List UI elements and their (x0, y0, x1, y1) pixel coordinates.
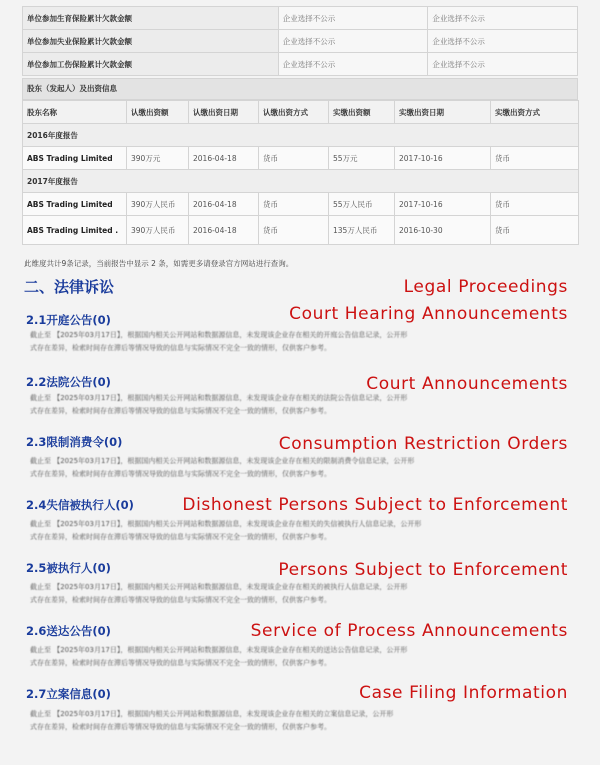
table-cell: 2016-04-18 (189, 147, 259, 170)
table-cell: 货币 (259, 193, 329, 216)
table-cell: 390万人民币 (127, 193, 189, 216)
paragraph-line: 式存在差异，检索时间存在滞后等情况导致的信息与实际情况不完全一致的情形，仅供客户参考。 (30, 533, 331, 541)
row-value: 企业选择不公示 (428, 53, 578, 76)
paragraph-line: 截止至 【2025年03月17日】，根据国内相关公开网站和数据源信息，未发现该企业存在相关的送达公告信息记录，公开形 (30, 646, 408, 654)
item-label-persons-enforcement: 2.5被执行人(0) (26, 561, 111, 575)
table-header-row (23, 101, 579, 124)
table-cell: 货币 (491, 147, 579, 170)
year-report-label: 2016年度报告 (23, 124, 579, 147)
item-paragraph (30, 455, 570, 481)
paragraph-line: 式存在差异，检索时间存在滞后等情况导致的信息与实际情况不完全一致的情形，仅供客户参考。 (30, 596, 331, 604)
item-english-caption: Dishonest Persons Subject to Enforcement (182, 495, 568, 515)
table-cell: 390万人民币 (127, 216, 189, 245)
item-label-case-filing: 2.7立案信息(0) (26, 687, 111, 701)
shareholder-name: ABS Trading Limited (23, 147, 127, 170)
table-cell: 2016-04-18 (189, 216, 259, 245)
row-value: 企业选择不公示 (428, 30, 578, 53)
paragraph-line: 截止至 【2025年03月17日】，根据国内相关公开网站和数据源信息，未发现该企业存在相关的立案信息记录，公开形 (30, 710, 394, 718)
table-cell: 55万人民币 (329, 193, 395, 216)
section-english-caption: Legal Proceedings (403, 277, 568, 297)
item-english-caption: Court Hearing Announcements (289, 304, 568, 324)
column-header: 股东名称 (23, 101, 127, 124)
paragraph-line: 式存在差异，检索时间存在滞后等情况导致的信息与实际情况不完全一致的情形，仅供客户参考。 (30, 723, 331, 731)
item-paragraph (30, 518, 570, 544)
table-cell: 135万人民币 (329, 216, 395, 245)
column-header: 认缴出资额 (127, 101, 189, 124)
row-value: 企业选择不公示 (278, 53, 428, 76)
column-header: 认缴出资方式 (259, 101, 329, 124)
table-cell: 2016-10-30 (395, 216, 491, 245)
column-header: 实缴出资日期 (395, 101, 491, 124)
year-report-label: 2017年度报告 (23, 170, 579, 193)
table-cell: 货币 (491, 193, 579, 216)
column-header: 认缴出资日期 (189, 101, 259, 124)
row-label: 单位参加失业保险累计欠款金额 (23, 30, 279, 53)
item-english-caption: Service of Process Announcements (250, 621, 568, 641)
table-row (23, 53, 578, 76)
item-english-caption: Case Filing Information (359, 683, 568, 703)
row-value: 企业选择不公示 (428, 7, 578, 30)
table-row (23, 147, 579, 170)
paragraph-line: 截止至 【2025年03月17日】，根据国内相关公开网站和数据源信息，未发现该企业存在相关的开庭公告信息记录，公开形 (30, 331, 408, 339)
group-row (23, 170, 579, 193)
item-label-court-hearing: 2.1开庭公告(0) (26, 313, 111, 327)
group-row (23, 124, 579, 147)
table-cell: 2017-10-16 (395, 193, 491, 216)
table-row (23, 30, 578, 53)
table-cell: 390万元 (127, 147, 189, 170)
paragraph-line: 式存在差异，检索时间存在滞后等情况导致的信息与实际情况不完全一致的情形，仅供客户参考。 (30, 659, 331, 667)
record-count-note: 此维度共计9条记录，当前报告中显示 2 条，如需更多请登录官方网站进行查询。 (24, 259, 294, 268)
item-label-dishonest-persons: 2.4失信被执行人(0) (26, 498, 134, 512)
item-label-consumption-restriction: 2.3限制消费令(0) (26, 435, 123, 449)
shareholder-name: ABS Trading Limited . (23, 216, 127, 245)
row-value: 企业选择不公示 (278, 7, 428, 30)
table-row (23, 216, 579, 245)
shareholder-section-title: 股东（发起人）及出资信息 (22, 78, 578, 100)
paragraph-line: 截止至 【2025年03月17日】，根据国内相关公开网站和数据源信息，未发现该企业存在相关的被执行人信息记录，公开形 (30, 583, 408, 591)
social-insurance-table (22, 6, 578, 76)
shareholder-table (22, 100, 579, 245)
item-english-caption: Persons Subject to Enforcement (278, 560, 568, 580)
item-label-service-of-process: 2.6送达公告(0) (26, 624, 111, 638)
row-label: 单位参加工伤保险累计欠款金额 (23, 53, 279, 76)
table-row (23, 193, 579, 216)
paragraph-line: 截止至 【2025年03月17日】，根据国内相关公开网站和数据源信息，未发现该企业存在相关的失信被执行人信息记录，公开形 (30, 520, 422, 528)
item-paragraph (30, 392, 570, 418)
item-paragraph (30, 581, 570, 607)
column-header: 实缴出资方式 (491, 101, 579, 124)
paragraph-line: 式存在差异，检索时间存在滞后等情况导致的信息与实际情况不完全一致的情形，仅供客户参考。 (30, 344, 331, 352)
paragraph-line: 截止至 【2025年03月17日】，根据国内相关公开网站和数据源信息，未发现该企业存在相关的法院公告信息记录，公开形 (30, 394, 408, 402)
table-row (23, 7, 578, 30)
item-paragraph (30, 708, 570, 734)
column-header: 实缴出资额 (329, 101, 395, 124)
paragraph-line: 式存在差异，检索时间存在滞后等情况导致的信息与实际情况不完全一致的情形，仅供客户参考。 (30, 470, 331, 478)
row-label: 单位参加生育保险累计欠款金额 (23, 7, 279, 30)
table-cell: 货币 (259, 147, 329, 170)
table-cell: 2017-10-16 (395, 147, 491, 170)
shareholder-name: ABS Trading Limited (23, 193, 127, 216)
item-english-caption: Consumption Restriction Orders (278, 434, 568, 454)
item-label-court-announcement: 2.2法院公告(0) (26, 375, 111, 389)
row-value: 企业选择不公示 (278, 30, 428, 53)
item-english-caption: Court Announcements (366, 374, 568, 394)
table-cell: 货币 (259, 216, 329, 245)
item-paragraph (30, 329, 570, 355)
section-title: 二、法律诉讼 (24, 278, 115, 296)
table-cell: 55万元 (329, 147, 395, 170)
table-cell: 货币 (491, 216, 579, 245)
paragraph-line: 截止至 【2025年03月17日】，根据国内相关公开网站和数据源信息，未发现该企业存在相关的限制消费令信息记录，公开形 (30, 457, 415, 465)
table-cell: 2016-04-18 (189, 193, 259, 216)
paragraph-line: 式存在差异，检索时间存在滞后等情况导致的信息与实际情况不完全一致的情形，仅供客户参考。 (30, 407, 331, 415)
item-paragraph (30, 644, 570, 670)
